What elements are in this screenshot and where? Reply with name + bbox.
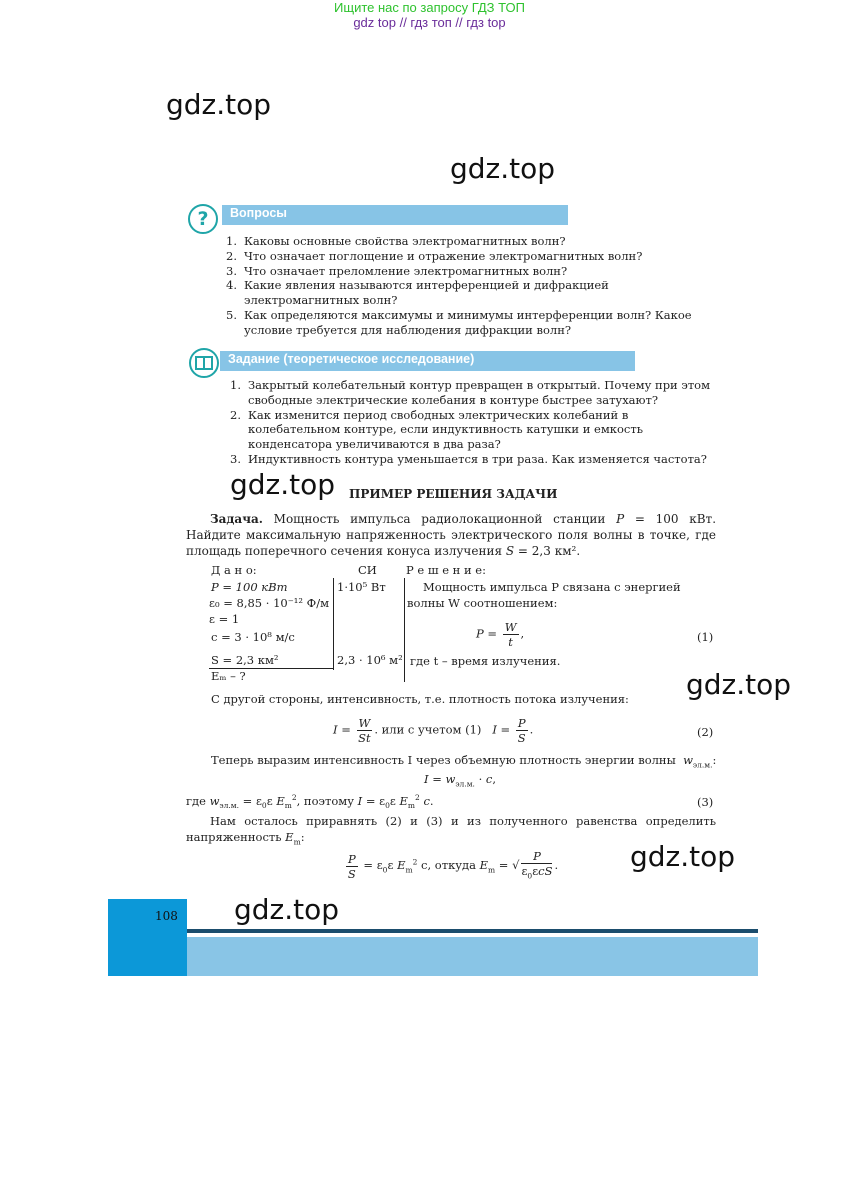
watermark: gdz.top [450, 152, 556, 185]
list-item: 5. Как определяются максимумы и минимумы интерференции волн? Какое условие требуется для наблюдения дифракции волн? [226, 307, 692, 337]
list-item: 3. Что означает преломление электромагнитных волн? [226, 263, 568, 278]
given-p: P = 100 кВт [211, 580, 288, 594]
task-list [230, 378, 716, 467]
equation-1: P = $\frac{W}{t}$ , [476, 620, 525, 649]
solution-line: где $w_{эл.м.} = \varepsilon_0\varepsilon$ $E_m^2$, поэтому $I = \varepsilon_0\varepsilon$ $E_m^2$ c. [186, 793, 434, 811]
equation-label: (2) [697, 725, 714, 739]
list-item: 1. Закрытый колебательный контур превращен в открытый. Почему при этом свободные электрические колебания в контуре быстрее затухают? [230, 378, 711, 407]
list-item: 4. Какие явления называются интерференцией и дифракцией электромагнитных волн? [226, 278, 609, 308]
equation-3: $I = w_{эл.м.} \cdot c$, [424, 772, 496, 789]
given-eps0: ε₀ = 8,85 · 10⁻¹² Ф/м [209, 596, 330, 610]
solution-line: Мощность импульса P связана с энергией [423, 580, 681, 594]
watermark: gdz.top [166, 88, 272, 121]
task-header [220, 351, 635, 371]
task-title: Задание (теоретическое исследование) [228, 352, 475, 366]
list-item: 2. Как изменится период свободных электрических колебаний в колебательном контуре, если индуктивность катушки и емкость конденсатора увеличиваются в два раза? [230, 407, 643, 452]
book-icon [189, 348, 219, 378]
final-equation: $\frac{P}{S}$ = $\varepsilon_0\varepsilon$ $E_m^2$ c, откуда $E_m$ = √ $\frac{P}{\varepsilon_0\varepsilon cS}$ . [347, 849, 559, 881]
watermark: gdz.top [234, 893, 340, 926]
list-item: 2. Что означает поглощение и отражение электромагнитных волн? [226, 248, 643, 263]
given-p-si: 1·10⁵ Вт [337, 580, 386, 594]
watermark: gdz.top [686, 668, 792, 701]
si-header: СИ [358, 563, 377, 577]
bottom-link[interactable]: gdz top // гдз топ // гдз top [353, 15, 506, 30]
solution-line: Нам осталось приравнять (2) и (3) и из полученного равенства определить напряженность $E_m$: [186, 814, 716, 847]
watermark: gdz.top [630, 840, 736, 873]
question-icon: ? [188, 204, 218, 234]
solution-line: С другой стороны, интенсивность, т.е. плотность потока излучения: [211, 692, 629, 706]
given-header: Д а н о: [211, 563, 257, 577]
divider [209, 668, 334, 669]
questions-header [222, 205, 568, 225]
page-number: 108 [155, 909, 178, 923]
top-link[interactable]: Ищите нас по запросу ГДЗ ТОП [334, 0, 525, 15]
task-statement: Задача. Мощность импульса радиолокационной станции P = 100 кВт. Найдите максимальную напряженность электрического поля волны в точке, где площадь поперечного сечения конуса излучения S = 2,3 км². [186, 512, 717, 558]
divider [404, 578, 405, 682]
given-c: c = 3 · 10⁸ м/с [211, 630, 295, 644]
list-item: 3. Индуктивность контура уменьшается в три раза. Как изменяется частота? [230, 451, 707, 466]
watermark: gdz.top [230, 468, 336, 501]
given-s: S = 2,3 км² [211, 653, 279, 667]
solution-line: волны W соотношением: [407, 596, 558, 610]
solution-header: Р е ш е н и е: [406, 563, 486, 577]
solution-line: где t – время излучения. [410, 654, 561, 668]
given-find: Eₘ – ? [211, 669, 246, 683]
footer-divider [187, 929, 758, 933]
solution-line: Теперь выразим интенсивность I через объемную плотность энергии волны $w_{эл.м.}$: [211, 753, 717, 770]
questions-list [226, 234, 716, 338]
divider [333, 578, 334, 670]
equation-2: I = $\frac{W}{St}$ . или с учетом (1) I = $\frac{P}{S}$ . [333, 716, 534, 745]
example-heading: ПРИМЕР РЕШЕНИЯ ЗАДАЧИ [349, 487, 558, 501]
equation-label: (1) [697, 630, 714, 644]
questions-title: Вопросы [230, 206, 287, 220]
given-s-si: 2,3 · 10⁶ м² [337, 653, 403, 667]
list-item: 1. Каковы основные свойства электромагнитных волн? [226, 234, 566, 248]
given-eps: ε = 1 [209, 612, 240, 626]
footer-band [187, 937, 758, 976]
equation-label: (3) [697, 795, 714, 809]
